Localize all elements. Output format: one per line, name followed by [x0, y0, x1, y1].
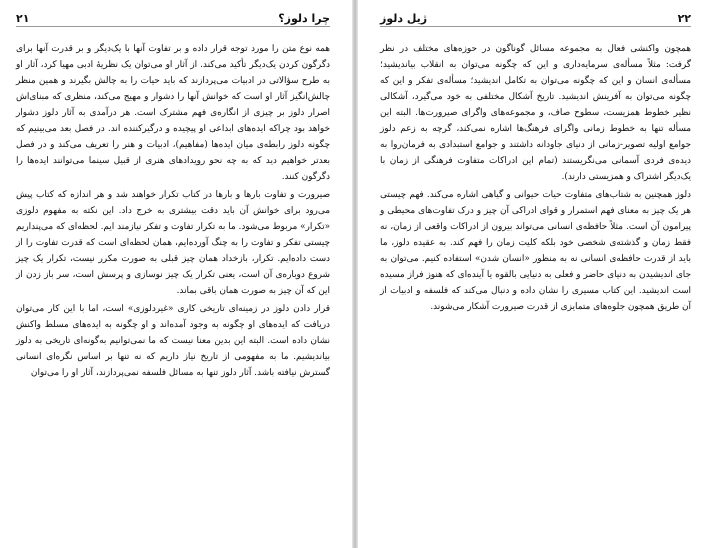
paragraph: قرار دادن دلوز در زمینه‌ای تاریخی کاری «غیردلوزی» است، اما با این کار می‌توان دریافت که ایده‌های او چگونه به وجود آمده‌اند و او چگونه به ایده‌های مسلط واکنش نشان داده است. البته این بدین معنا نیست که ما نمی‌توانیم به‌گونه‌ای تاریخی به دلوز بیاندیشیم. ما به مفهومی از تاریخ نیاز داریم که نه تنها بر اساس نگره‌ای انسانی گسترش نیافته باشد. آثار دلوز تنها به مسائل فلسفه نمی‌پردازند، آثار او را می‌توان: [16, 304, 330, 378]
right-running-head: [380, 10, 691, 27]
left-body-text: [16, 41, 330, 381]
left-page: [0, 0, 352, 548]
paragraph: دلوز همچنین به شتاب‌های متفاوت حیات حیوانی و گیاهی اشاره می‌کند. فهم چیستی هر یک چیز به معنای فهم استمرار و قوای ادراکی آن چیز و درک تفاوت‌های محیطی و پیرامون آن است. مثلاً حافظه‌ی انسانی می‌تواند بیرون از ادراکات واقعی از زمان، نه فقط زمان و گذشته‌ی شخصی خود بلکه کلیت زمان را فهم کند. به عقیده دلوز، ما باید از قدرت حافظه‌ی انسانی نه به منظور «انسان شدن» استفاده کنیم. می‌توان به جای اندیشیدن به دنیای حاضر و فعلی به دنیایی بالقوه یا آینده‌ای که هنوز فراز مسیده است اندیشید. این کتاب مسیری را نشان داده و دنبال می‌کند که فلسفه و ادبیات از آن طریق همچون جلوه‌های متمایزی از قدرت صیرورت آشکار می‌شوند.: [380, 190, 691, 312]
right-running-title: ژیل دلوز: [380, 11, 428, 25]
right-body-text: [380, 41, 691, 315]
paragraph: صیرورت و تفاوت بارها و بارها در کتاب تکرار خواهند شد و هر اندازه که کتاب پیش می‌رود برای خوانش آن باید دقت بیشتری به خرج داد. این نکته به مفهوم دلوزی «تکرار» مربوط می‌شود. ما به تکرار تفاوت و تفکر نیازمند ایم. لحظه‌ای که می‌پنداریم چیستی تفکر و تفاوت را به چنگ آورده‌ایم، همان لحظه‌ای است که قدرت تفاوت را از دست داده‌ایم. تکرار، بازخداد همان چیز قبلی به صورت مکرر نیست، تکرار یک چیز شروع دوباره‌ی آن است، یعنی تکرار یک چیز نوسازی و پرسش است، سر باز زدن از این که آن چیز به صورت همان باقی بماند.: [16, 190, 330, 296]
left-running-head: [16, 10, 330, 27]
right-page-number: ۲۲: [677, 11, 691, 25]
left-running-title: چرا دلوز؟: [278, 11, 330, 25]
left-page-number: ۲۱: [16, 11, 30, 25]
paragraph: همچون واکنشی فعال به مجموعه مسائل گوناگون در حوزه‌های مختلف در نظر گرفت: مثلاً مسأله‌ی سرمایه‌داری و این که چگونه می‌توان به انقلاب بیاندیشید؛ مسأله‌ی انسان و این که چگونه می‌توان به تکامل اندیشید؛ مسأله‌ی تفکر و این که چگونه می‌توان به آفرینش اندیشید. تاریخ آشکال مختلفی به خود می‌گیرد، آشکالی نظیر خطوط همزیست، سطوح صاف، و مجموعه‌های واگرای صیرورت‌ها. البته این مسأله تنها به خطوط زمانی واگرای فرهنگ‌ها اشاره نمی‌کند، گرچه به زعم دلوز جوامع اولیه تصویر-زمانی از دنیای جاودانه داشتند و جوامع استبدادی به فرمان‌روا به دیده‌ی فردی آسمانی می‌نگریستند (تمام این ادراکات متفاوت فرهنگی از زمان با یک‌دیگر اشتراک و همزیستی دارند).: [380, 44, 691, 182]
paragraph: همه نوع متن را مورد توجه قرار داده و بر تفاوت آنها با یک‌دیگر و بر قدرت آنها برای دگرگون کردن یک‌دیگر تأکید می‌کند. از آثار او می‌توان یک نظریهٔ ادبی مهیا کرد، آثار او به طرح سؤالاتی در ادبیات می‌پردازند که باید حیات را به چالش بگیرند و همین منظر چالش‌انگیز آثار او است که خوانش آنها را دشوار و مهیج می‌کند، منظری که مبنای‌اش اصرار دلوز بر چیزی از انگاره‌ی فهم مشترک است. هر درآمدی به آثار دلوز دشوار خواهد بود چراکه ایده‌های ابداعی او پیچیده و درگیرکننده اند. در فصل بعد می‌بینیم که چگونه دلوز رابطه‌ی میان ایده‌ها (مفاهیم)، ادبیات و هنر را تعریف می‌کند و در فصل بعدتر خواهیم دید که به چه نحو رویدادهای هنری از قبیل سینما می‌توانند ایده‌ها را دگرگون کنند.: [16, 44, 330, 182]
right-page: [358, 0, 711, 548]
